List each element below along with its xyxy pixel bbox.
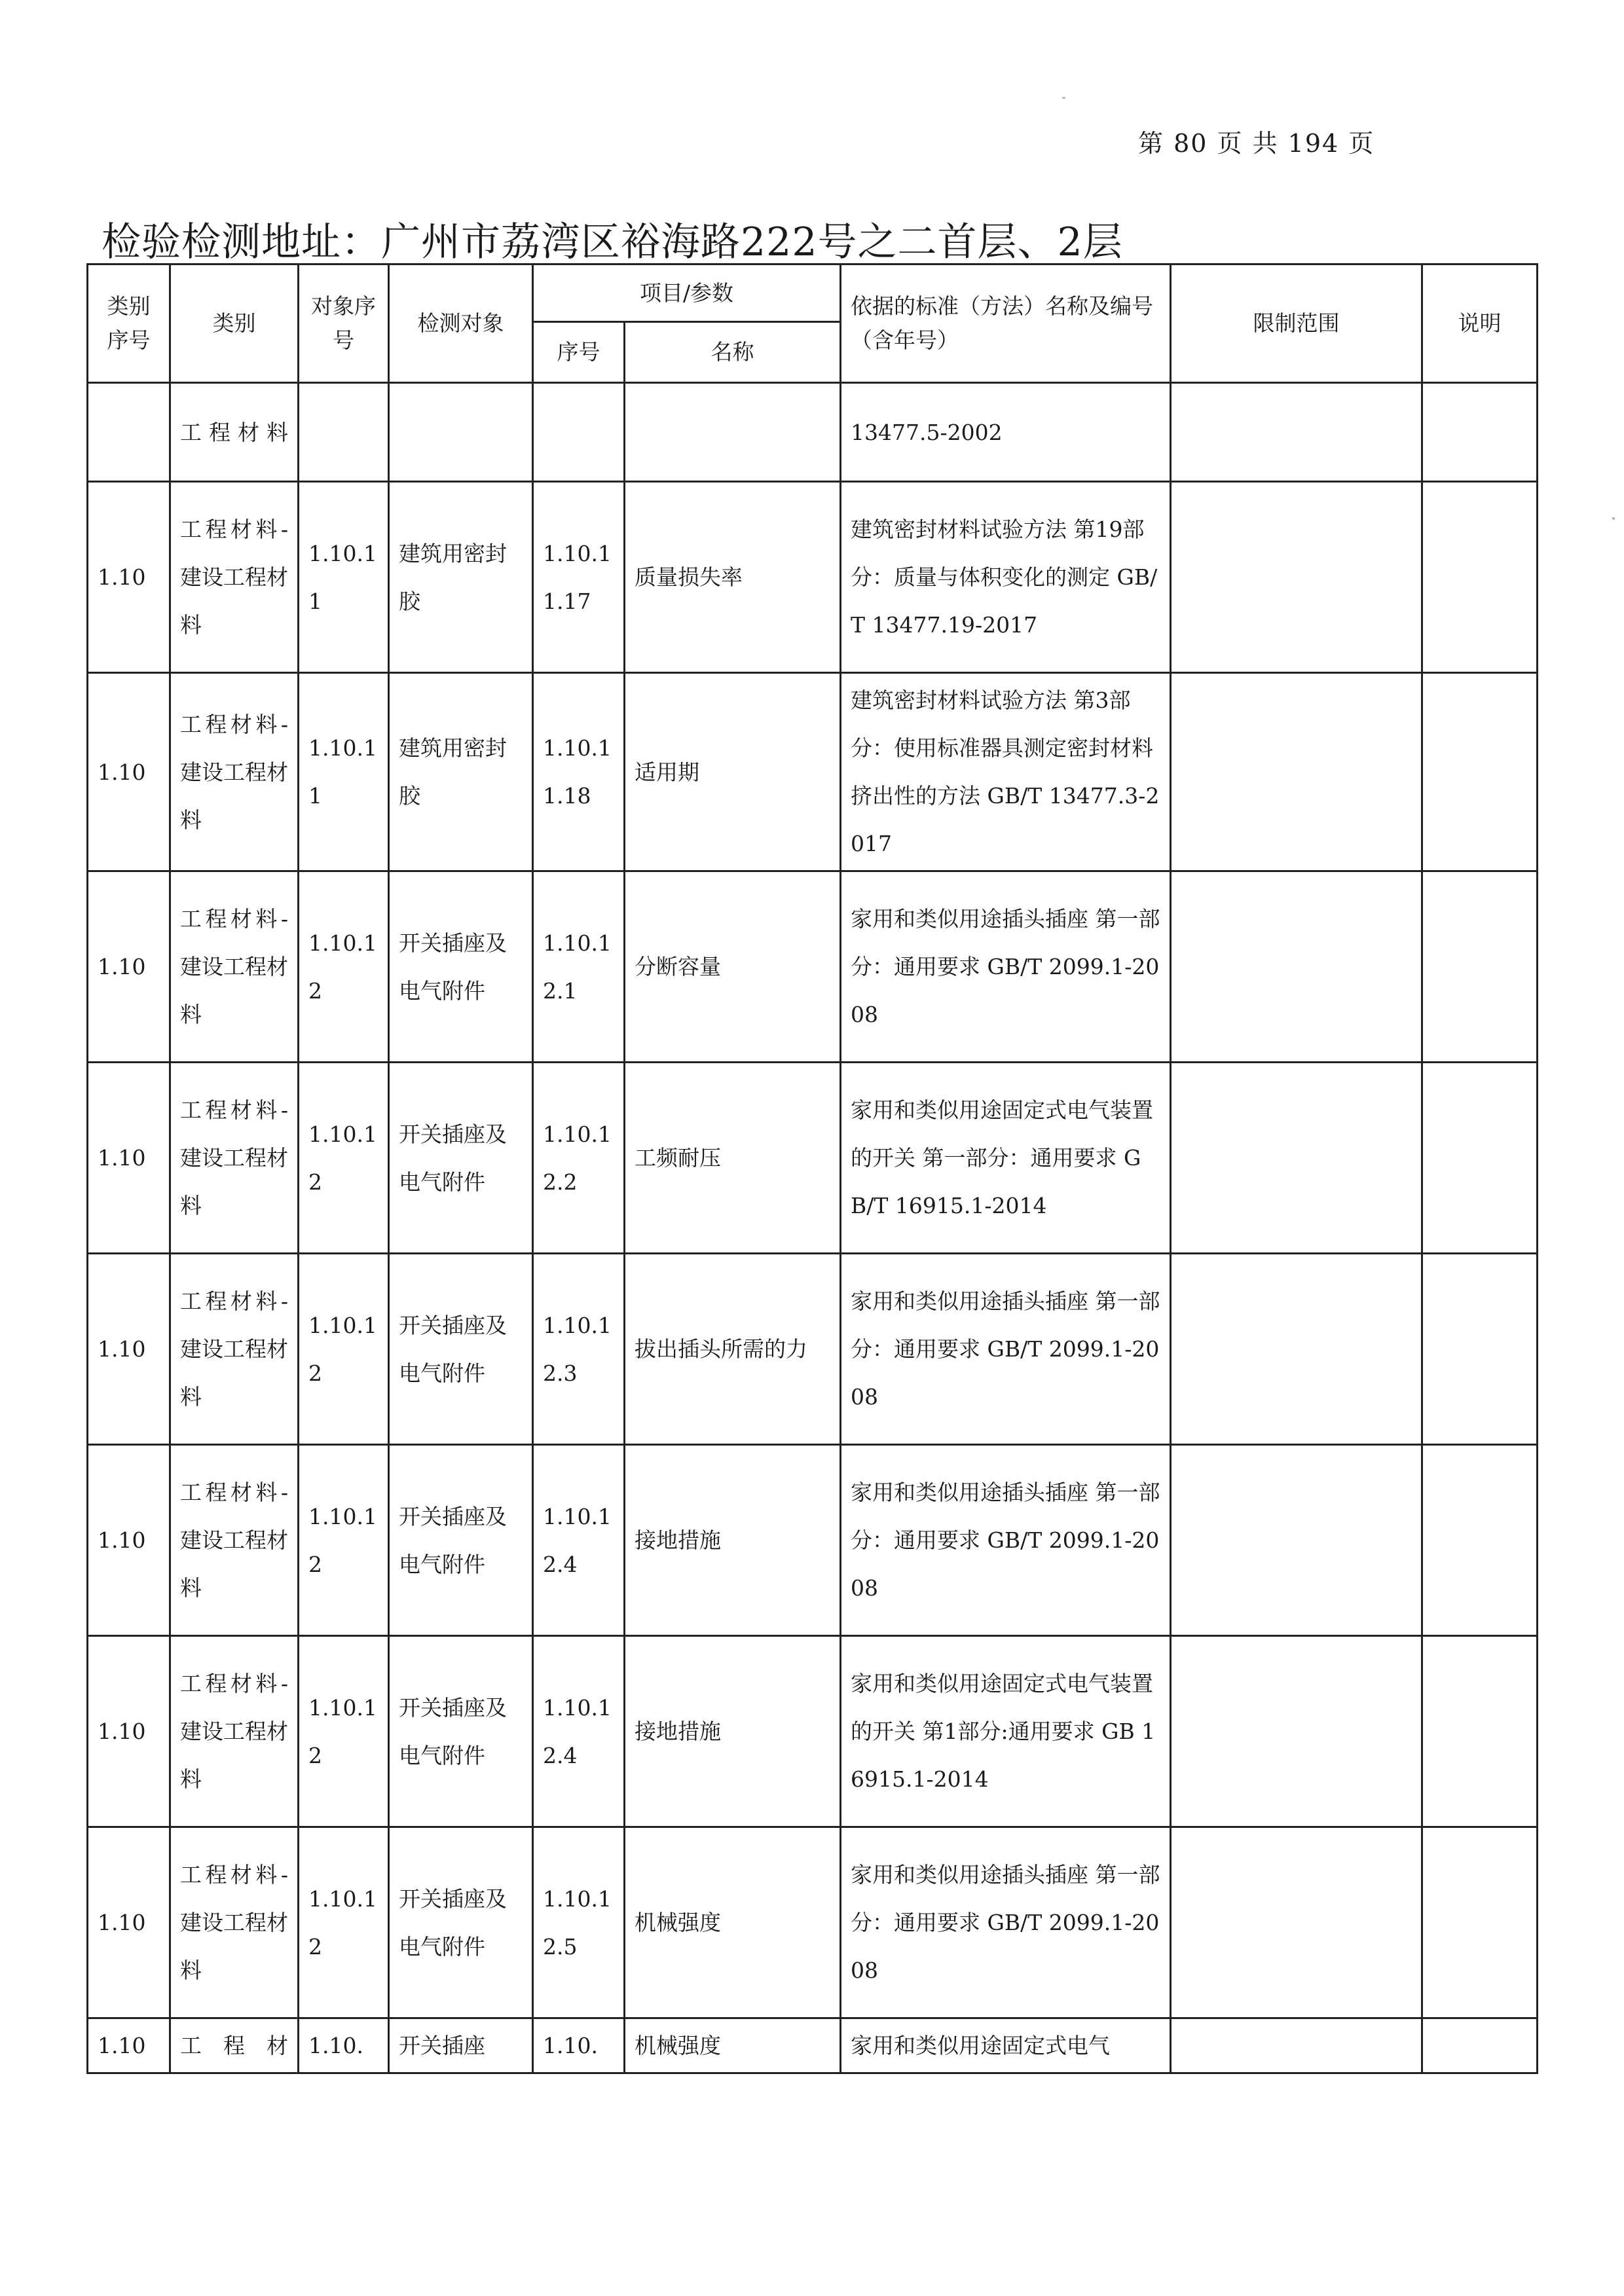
cell-category-no: 1.10 xyxy=(88,2018,170,2073)
cell-object xyxy=(389,383,533,482)
table-row xyxy=(88,383,1538,482)
cell-limit xyxy=(1171,871,1422,1063)
header-object: 检测对象 xyxy=(389,264,533,383)
cell-category-no: 1.10 xyxy=(88,1254,170,1445)
cell-object: 建筑用密封胶 xyxy=(389,673,533,871)
cell-category-no: 1.10 xyxy=(88,1063,170,1254)
scan-speck xyxy=(1062,97,1065,99)
cell-standard: 13477.5-2002 xyxy=(841,383,1171,482)
cell-item-no: 1.10. xyxy=(533,2018,625,2073)
cell-item-name: 拔出插头所需的力 xyxy=(625,1254,841,1445)
cell-item-name: 机械强度 xyxy=(625,2018,841,2073)
cell-category: 工程材料-建设工程材料 xyxy=(170,1445,299,1636)
cell-object: 开关插座及电气附件 xyxy=(389,1254,533,1445)
header-remark: 说明 xyxy=(1422,264,1538,383)
table-row xyxy=(88,2018,1538,2073)
cell-standard: 建筑密封材料试验方法 第19部分：质量与体积变化的测定 GB/T 13477.19-2017 xyxy=(841,482,1171,673)
cell-item-no: 1.10.12.5 xyxy=(533,1827,625,2018)
cell-category-no xyxy=(88,383,170,482)
cell-standard: 家用和类似用途插头插座 第一部分：通用要求 GB/T 2099.1-2008 xyxy=(841,871,1171,1063)
cell-category: 工程材料-建设工程材料 xyxy=(170,1827,299,2018)
cell-object: 建筑用密封胶 xyxy=(389,482,533,673)
cell-limit xyxy=(1171,1254,1422,1445)
cell-remark xyxy=(1422,1254,1538,1445)
cell-category: 工程材料-建设工程材料 xyxy=(170,871,299,1063)
cell-category-no: 1.10 xyxy=(88,871,170,1063)
cell-object: 开关插座及电气附件 xyxy=(389,1827,533,2018)
cell-remark xyxy=(1422,1063,1538,1254)
scan-speck xyxy=(1612,517,1615,520)
cell-object: 开关插座及电气附件 xyxy=(389,1445,533,1636)
cell-object-no: 1.10. xyxy=(299,2018,389,2073)
cell-remark xyxy=(1422,1636,1538,1827)
cell-remark xyxy=(1422,1827,1538,2018)
cell-item-name: 机械强度 xyxy=(625,1827,841,2018)
cell-remark xyxy=(1422,871,1538,1063)
cell-item-name xyxy=(625,383,841,482)
testing-address: 检验检测地址：广州市荔湾区裕海路222号之二首层、2层 xyxy=(101,219,1123,265)
cell-object: 开关插座及电气附件 xyxy=(389,1636,533,1827)
table-row xyxy=(88,1445,1538,1636)
cell-object: 开关插座 xyxy=(389,2018,533,2073)
cell-limit xyxy=(1171,673,1422,871)
table-row xyxy=(88,1063,1538,1254)
cell-standard: 家用和类似用途固定式电气装置的开关 第一部分：通用要求 GB/T 16915.1-2014 xyxy=(841,1063,1171,1254)
cell-standard: 家用和类似用途插头插座 第一部分：通用要求 GB/T 2099.1-2008 xyxy=(841,1445,1171,1636)
cell-limit xyxy=(1171,2018,1422,2073)
cell-object-no: 1.10.12 xyxy=(299,1445,389,1636)
cell-category: 工程材料 xyxy=(170,383,299,482)
cell-category: 工程材 xyxy=(170,2018,299,2073)
header-standard: 依据的标准（方法）名称及编号（含年号） xyxy=(841,264,1171,383)
page-number: 第 80 页 共 194 页 xyxy=(1138,129,1375,158)
cell-limit xyxy=(1171,482,1422,673)
cell-object-no: 1.10.11 xyxy=(299,673,389,871)
cell-item-no: 1.10.12.3 xyxy=(533,1254,625,1445)
table-row xyxy=(88,871,1538,1063)
cell-category-no: 1.10 xyxy=(88,1636,170,1827)
header-object-no: 对象序号 xyxy=(299,264,389,383)
cell-item-no: 1.10.11.17 xyxy=(533,482,625,673)
cell-item-name: 工频耐压 xyxy=(625,1063,841,1254)
cell-object-no xyxy=(299,383,389,482)
cell-object-no: 1.10.12 xyxy=(299,871,389,1063)
table-row xyxy=(88,1254,1538,1445)
cell-item-no: 1.10.12.4 xyxy=(533,1445,625,1636)
header-category-no: 类别序号 xyxy=(88,264,170,383)
cell-category: 工程材料-建设工程材料 xyxy=(170,1063,299,1254)
cell-category: 工程材料-建设工程材料 xyxy=(170,482,299,673)
cell-category-no: 1.10 xyxy=(88,1827,170,2018)
cell-limit xyxy=(1171,1063,1422,1254)
cell-category: 工程材料-建设工程材料 xyxy=(170,1636,299,1827)
header-item-param: 项目/参数 xyxy=(533,264,841,322)
cell-limit xyxy=(1171,1636,1422,1827)
cell-category-no: 1.10 xyxy=(88,482,170,673)
table-row xyxy=(88,1636,1538,1827)
cell-item-name: 质量损失率 xyxy=(625,482,841,673)
cell-object-no: 1.10.12 xyxy=(299,1827,389,2018)
header-item-name: 名称 xyxy=(625,322,841,383)
cell-item-name: 分断容量 xyxy=(625,871,841,1063)
cell-object: 开关插座及电气附件 xyxy=(389,1063,533,1254)
cell-object-no: 1.10.12 xyxy=(299,1636,389,1827)
cell-limit xyxy=(1171,1445,1422,1636)
cell-remark xyxy=(1422,482,1538,673)
cell-remark xyxy=(1422,673,1538,871)
cell-remark xyxy=(1422,2018,1538,2073)
header-limit: 限制范围 xyxy=(1171,264,1422,383)
table-row xyxy=(88,1827,1538,2018)
table-row xyxy=(88,673,1538,871)
cell-standard: 家用和类似用途插头插座 第一部分：通用要求 GB/T 2099.1-2008 xyxy=(841,1254,1171,1445)
cell-item-name: 接地措施 xyxy=(625,1636,841,1827)
cell-item-no: 1.10.12.1 xyxy=(533,871,625,1063)
header-item-no: 序号 xyxy=(533,322,625,383)
header-category: 类别 xyxy=(170,264,299,383)
cell-item-name: 接地措施 xyxy=(625,1445,841,1636)
cell-remark xyxy=(1422,383,1538,482)
cell-category: 工程材料-建设工程材料 xyxy=(170,673,299,871)
cell-item-no: 1.10.12.4 xyxy=(533,1636,625,1827)
accreditation-scope-table xyxy=(86,263,1538,2074)
cell-standard: 家用和类似用途固定式电气 xyxy=(841,2018,1171,2073)
cell-limit xyxy=(1171,383,1422,482)
cell-item-no xyxy=(533,383,625,482)
cell-limit xyxy=(1171,1827,1422,2018)
cell-standard: 家用和类似用途固定式电气装置的开关 第1部分:通用要求 GB 16915.1-2014 xyxy=(841,1636,1171,1827)
cell-standard: 家用和类似用途插头插座 第一部分：通用要求 GB/T 2099.1-2008 xyxy=(841,1827,1171,2018)
table-row xyxy=(88,482,1538,673)
cell-item-no: 1.10.12.2 xyxy=(533,1063,625,1254)
cell-object-no: 1.10.12 xyxy=(299,1254,389,1445)
cell-category-no: 1.10 xyxy=(88,673,170,871)
cell-object-no: 1.10.12 xyxy=(299,1063,389,1254)
cell-standard: 建筑密封材料试验方法 第3部分：使用标准器具测定密封材料挤出性的方法 GB/T 13477.3-2017 xyxy=(841,673,1171,871)
cell-item-no: 1.10.11.18 xyxy=(533,673,625,871)
cell-item-name: 适用期 xyxy=(625,673,841,871)
cell-category: 工程材料-建设工程材料 xyxy=(170,1254,299,1445)
cell-remark xyxy=(1422,1445,1538,1636)
cell-object: 开关插座及电气附件 xyxy=(389,871,533,1063)
cell-category-no: 1.10 xyxy=(88,1445,170,1636)
cell-object-no: 1.10.11 xyxy=(299,482,389,673)
